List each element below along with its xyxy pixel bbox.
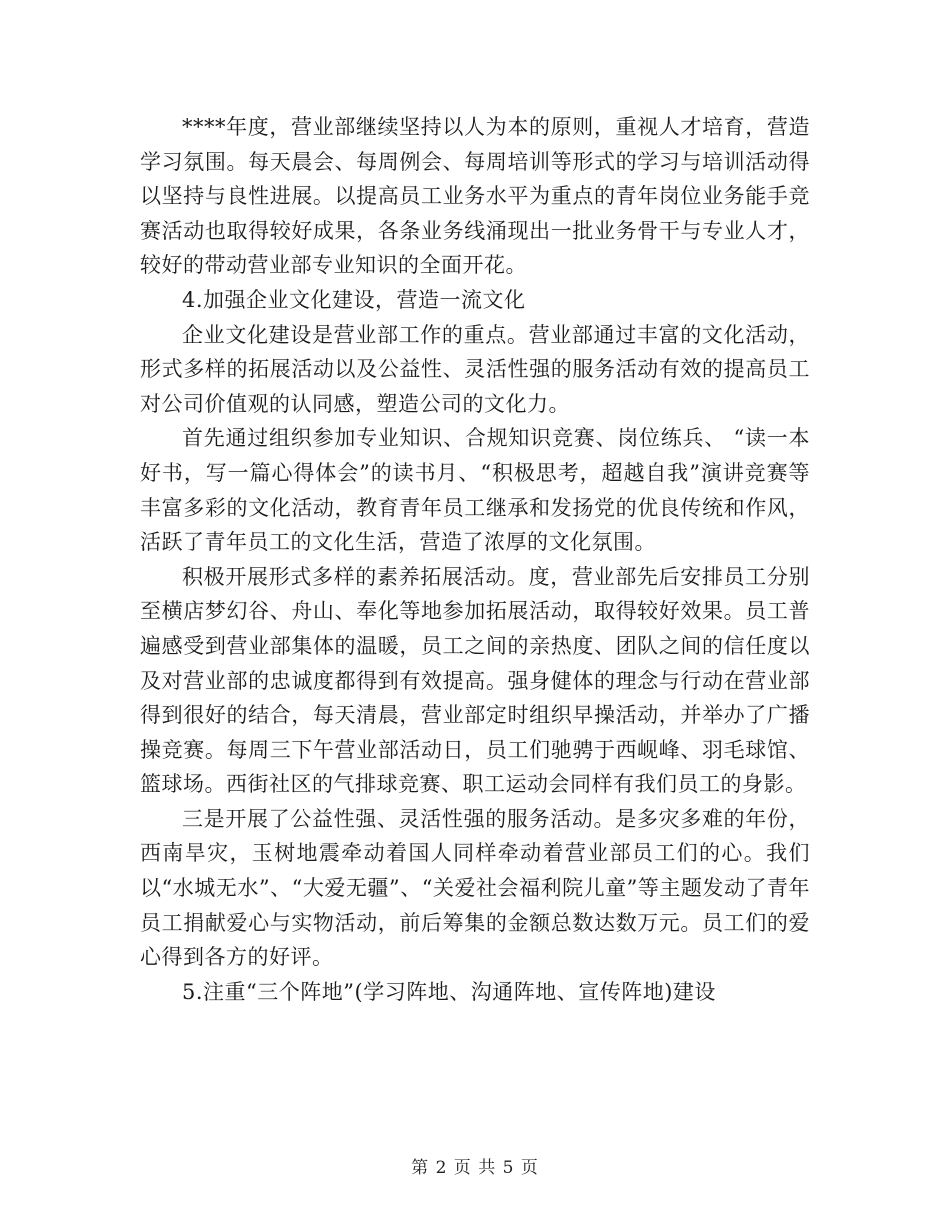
section-heading-three-fronts: 5.注重“三个阵地”(学习阵地、沟通阵地、宣传阵地)建设 xyxy=(182,979,716,1004)
page-number-footer: 第 2 页 共 5 页 xyxy=(411,1158,539,1178)
paragraph-expansion-activities: 积极开展形式多样的素养拓展活动。度，营业部先后安排员工分别至横店梦幻谷、舟山、奉化等地参加拓展活动，取得较好效果。员工普遍感受到营业部集体的温暖，员工之间的亲热度、团队之间的信任度以及对营业部的忠诚度都得到有效提高。强身健体的理念与行动在营业部得到很好的结合，每天清晨，营业部定时组织早操活动，并举办了广播操竞赛。每周三下午营业部活动日，员工们驰骋于西岘峰、羽毛球馆、篮球场。西街社区的气排球竞赛、职工运动会同样有我们员工的身影。 xyxy=(140,564,810,797)
paragraph-culture-intro: 企业文化建设是营业部工作的重点。营业部通过丰富的文化活动，形式多样的拓展活动以及公益性、灵活性强的服务活动有效的提高员工对公司价值观的认同感，塑造公司的文化力。 xyxy=(140,322,810,416)
paragraph-public-service: 三是开展了公益性强、灵活性强的服务活动。是多灾多难的年份，西南旱灾，玉树地震牵动着国人同样牵动着营业部员工们的心。我们以“水城无水”、“大爱无疆”、“关爱社会福利院儿童”等主题发动了青年员工捐献爱心与实物活动，前后筹集的金额总数达数万元。员工们的爱心得到各方的好评。 xyxy=(140,806,810,970)
section-heading-corporate-culture: 4.加强企业文化建设，营造一流文化 xyxy=(182,287,526,312)
paragraph-talent-training: ****年度，营业部继续坚持以人为本的原则，重视人才培育，营造学习氛围。每天晨会、每周例会、每周培训等形式的学习与培训活动得以坚持与良性进展。以提高员工业务水平为重点的青年岗位业务能手竞赛活动也取得较好成果，各条业务线涌现出一批业务骨干与专业人才，较好的带动营业部专业知识的全面开花。 xyxy=(140,115,810,278)
paragraph-culture-activities: 首先通过组织参加专业知识、合规知识竞赛、岗位练兵、 “读一本好书，写一篇心得体会”的读书月、“积极思考，超越自我”演讲竞赛等丰富多彩的文化活动，教育青年员工继承和发扬党的优良传统和作风，活跃了青年员工的文化生活，营造了浓厚的文化氛围。 xyxy=(140,426,810,555)
document-body xyxy=(140,110,810,1009)
